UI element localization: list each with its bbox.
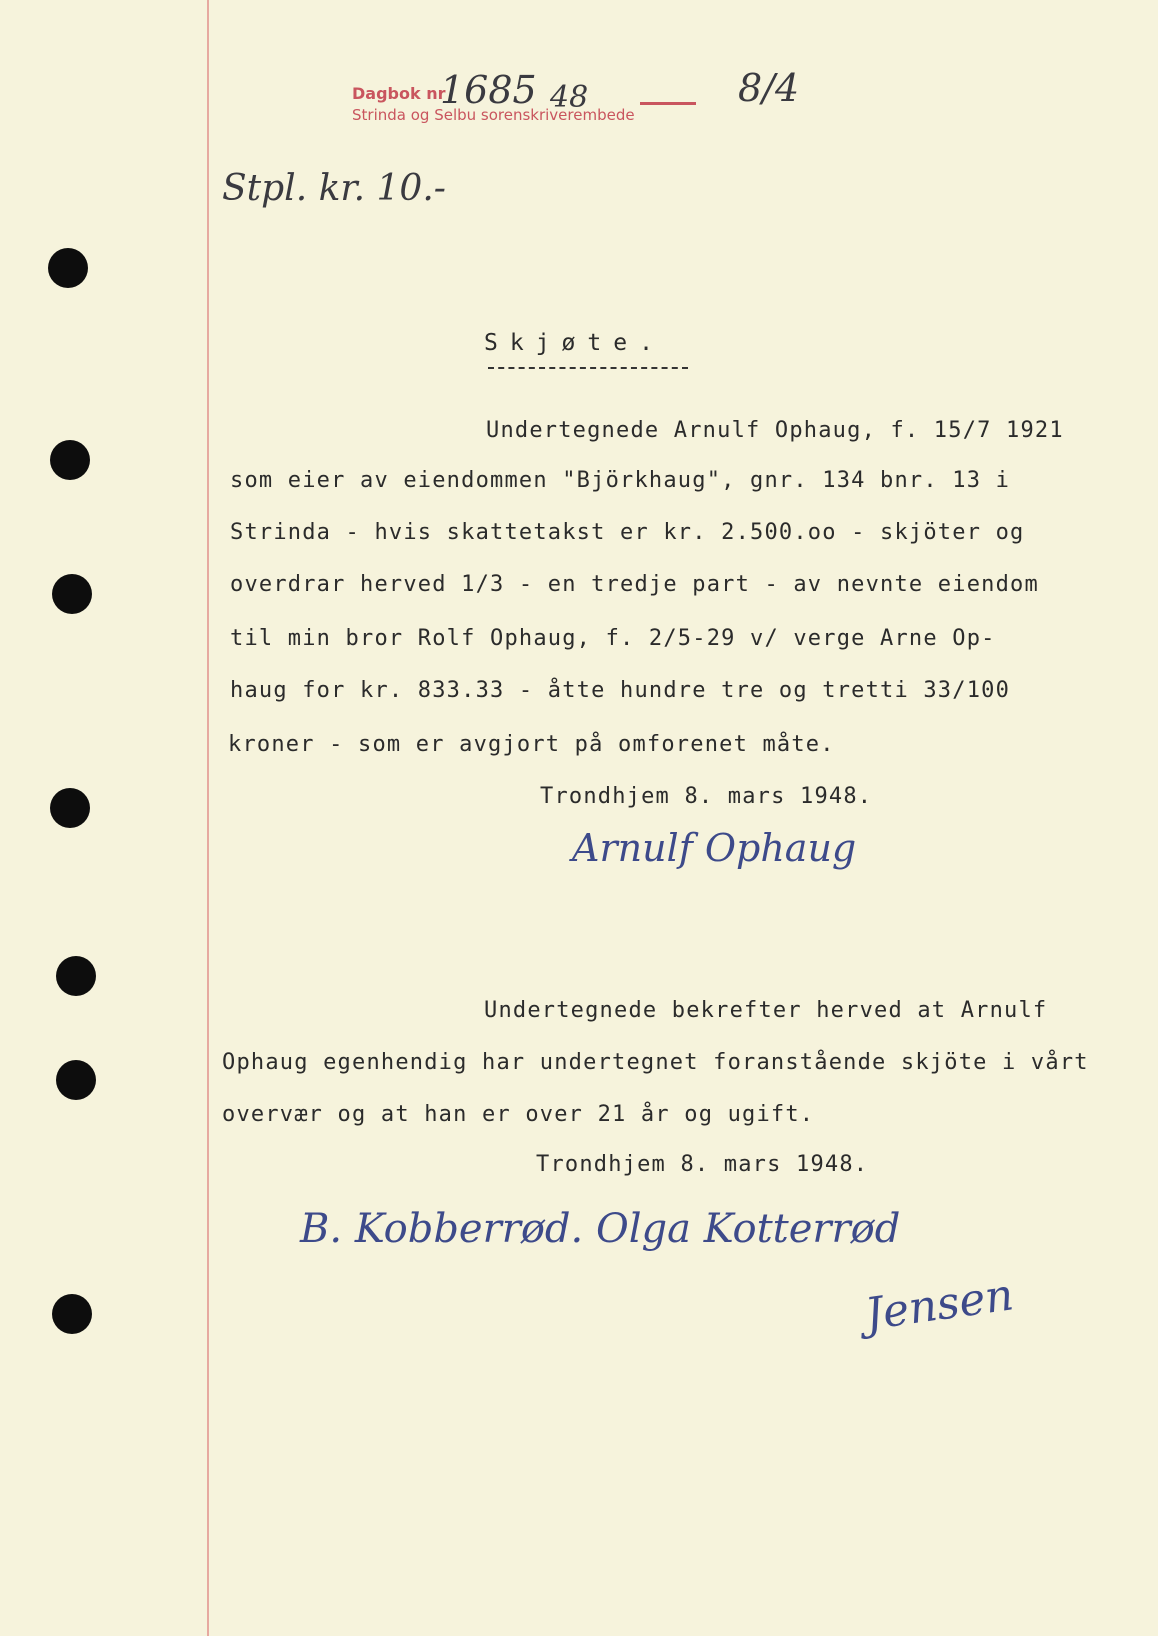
- punch-hole: [48, 248, 88, 288]
- fee-note: Stpl. kr. 10.-: [222, 168, 446, 209]
- punch-hole: [50, 440, 90, 480]
- punch-hole: [50, 788, 90, 828]
- witness-date: Trondhjem 8. mars 1948.: [536, 1152, 869, 1177]
- deed-line: Undertegnede Arnulf Ophaug, f. 15/7 1921: [486, 418, 1064, 443]
- signature-arnulf-ophaug: Arnulf Ophaug: [572, 826, 857, 870]
- punch-hole: [56, 1060, 96, 1100]
- deed-line: til min bror Rolf Ophaug, f. 2/5-29 v/ verge Arne Op-: [230, 626, 996, 651]
- stamp-dash: [640, 102, 696, 105]
- witness-line: overvær og at han er over 21 år og ugift.: [222, 1102, 815, 1127]
- deed-title: Skjøte.: [484, 330, 665, 356]
- initials: Jensen: [862, 1269, 1017, 1341]
- deed-line: overdrar herved 1/3 - en tredje part - av nevnte eiendom: [230, 572, 1039, 597]
- deed-line: som eier av eiendommen "Björkhaug", gnr. 134 bnr. 13 i: [230, 468, 1011, 493]
- witness-signatures: B. Kobberrød. Olga Kotterrød: [300, 1206, 901, 1252]
- punch-hole: [52, 1294, 92, 1334]
- margin-line: [207, 0, 209, 1636]
- stamp-year: 48: [550, 80, 589, 115]
- witness-line: Ophaug egenhendig har undertegnet foranstående skjöte i vårt: [222, 1050, 1089, 1075]
- date-note: 8/4: [738, 66, 800, 110]
- stamp-office: Strinda og Selbu sorenskriverembede: [352, 106, 635, 124]
- deed-line: kroner - som er avgjort på omforenet måte.: [228, 732, 835, 757]
- stamp-label: Dagbok nr: [352, 84, 446, 103]
- title-underline: [488, 367, 688, 369]
- witness-line: Undertegnede bekrefter herved at Arnulf: [484, 998, 1048, 1023]
- punch-hole: [56, 956, 96, 996]
- deed-line: haug for kr. 833.33 - åtte hundre tre og tretti 33/100: [230, 678, 1011, 703]
- stamp-number: 1685: [440, 68, 537, 112]
- deed-line: Strinda - hvis skattetakst er kr. 2.500.oo - skjöter og: [230, 520, 1025, 545]
- punch-hole: [52, 574, 92, 614]
- deed-date: Trondhjem 8. mars 1948.: [540, 784, 873, 809]
